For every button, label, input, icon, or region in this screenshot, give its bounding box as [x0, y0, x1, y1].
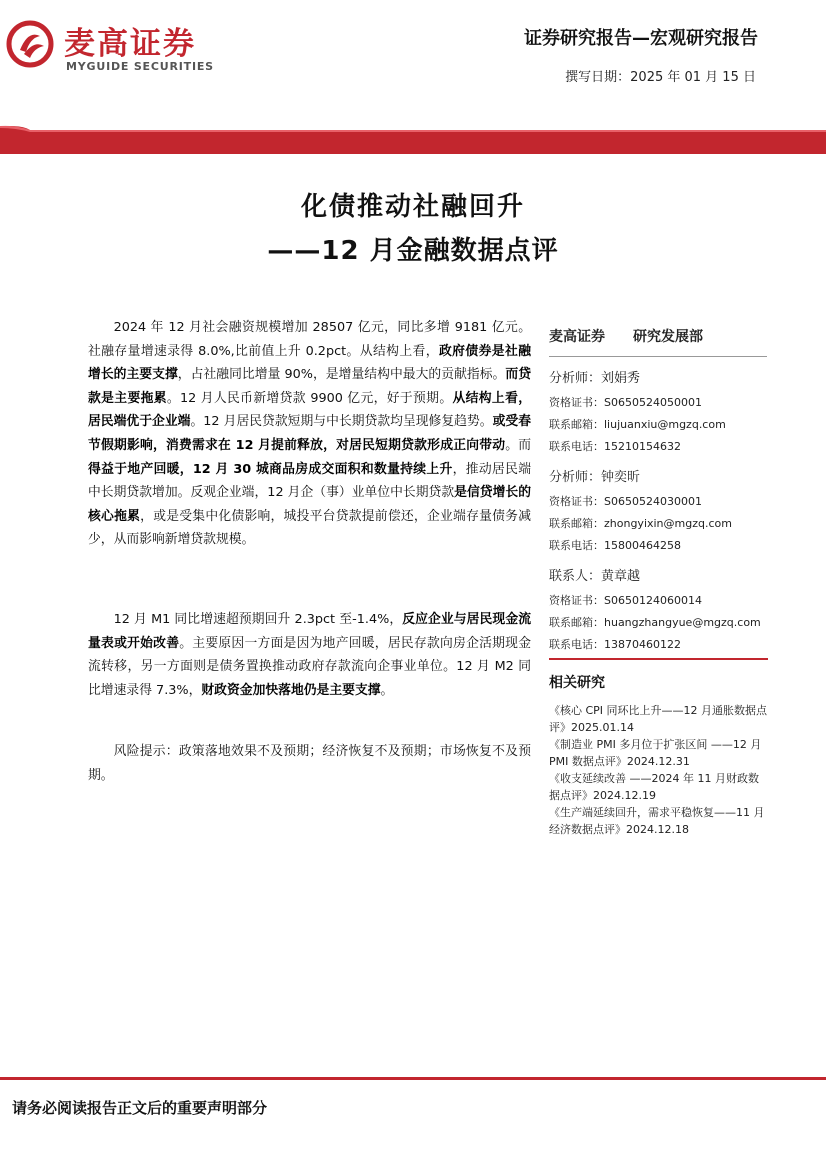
summary-paragraph-1 — [88, 316, 531, 552]
emphasis-text: 而贷款是主要拖累 — [88, 367, 532, 406]
footer-divider — [0, 1077, 826, 1080]
body-text: ，占社融同比增量 90%，是增量结构中最大的贡献指标。 — [177, 367, 506, 383]
emphasis-text: 从结构上看，居民端优于企业端 — [88, 390, 532, 430]
emphasis-text: 财政资金加快落地仍是主要支撑 — [201, 682, 381, 698]
analyst-email[interactable]: 联系邮箱：zhongyixin@mgzq.com — [549, 517, 732, 530]
analyst-cert: 资格证书：S0650524030001 — [549, 495, 702, 508]
brand-name-en: MYGUIDE SECURITIES — [66, 60, 214, 73]
paragraph-text — [88, 316, 531, 552]
analyst-cert: 资格证书：S0650524050001 — [549, 396, 702, 409]
analyst-phone: 联系电话：15210154632 — [549, 440, 681, 453]
emphasis-text: 或受春节假期影响，消费需求在 12 月提前释放，对居民短期贷款形成正向带动 — [88, 414, 532, 453]
related-research-item[interactable]: 《收支延续改善 ——2024 年 11 月财政数据点评》2024.12.19 — [549, 772, 759, 802]
report-type: 证券研究报告—宏观研究报告 — [524, 28, 758, 49]
analyst-name: 分析师：刘娟秀 — [549, 371, 641, 386]
body-text: 12 月 M1 同比增速超预期回升 2.3pct 至-1.4%， — [113, 612, 403, 627]
related-research-title: 相关研究 — [549, 675, 605, 691]
body-text: 。 — [380, 682, 394, 698]
related-research-item[interactable]: 《制造业 PMI 多月位于扩张区间 ——12 月 PMI 数据点评》2024.12.31 — [549, 738, 762, 768]
body-text: 。12 月人民币新增贷款 9900 亿元，好于预期。 — [166, 390, 453, 406]
sidebar-company: 麦高证券 — [549, 329, 605, 345]
analyst-email[interactable]: 联系邮箱：huangzhangyue@mgzq.com — [549, 616, 761, 629]
analyst-cert: 资格证书：S0650124060014 — [549, 594, 702, 607]
paragraph-text — [88, 608, 531, 702]
body-text: 2024 年 12 月社会融资规模增加 28507 亿元，同比多增 9181 亿元。社融存量增速录得 8.0%,比前值上升 0.2pct。从结构上看， — [88, 320, 531, 359]
analyst-name: 分析师：钟奕昕 — [549, 470, 641, 485]
header-red-band — [0, 104, 826, 164]
paragraph-text — [88, 740, 531, 787]
footer-disclaimer: 请务必阅读报告正文后的重要声明部分 — [12, 1099, 268, 1117]
report-title: 化债推动社融回升 — [300, 192, 525, 222]
emphasis-text: 是信贷增长的核心拖累 — [88, 485, 532, 524]
body-text: ，或是受集中化债影响，城投平台贷款提前偿还，企业端存量债务减少，从而影响新增贷款规模。 — [88, 508, 532, 548]
emphasis-text: 反应企业与居民现金流量表或开始改善 — [88, 612, 532, 651]
related-research-item[interactable]: 《生产端延续回升，需求平稳恢复——11 月经济数据点评》2024.12.18 — [549, 806, 765, 836]
body-text: 风险提示：政策落地效果不及预期；经济恢复不及预期；市场恢复不及预期。 — [88, 744, 531, 783]
analyst-card — [549, 466, 767, 557]
analyst-card — [549, 565, 767, 656]
emphasis-text: 政府债券是社融增长的主要支撑 — [88, 343, 531, 383]
company-logo-icon — [6, 20, 54, 68]
body-text: 。12 月居民贷款短期与中长期贷款均呈现修复趋势。 — [190, 414, 493, 430]
risk-warning-paragraph — [88, 740, 531, 787]
report-date: 撰写日期：2025 年 01 月 15 日 — [565, 70, 756, 85]
brand-name-cn: 麦高证券 — [64, 26, 196, 62]
body-text: 。主要原因一方面是因为地产回暖，居民存款向房企活期现金流转移，另一方面则是债务置换推动政府存款流向企事业单位。12 月 M2 同比增速录得 7.3%， — [88, 635, 532, 698]
analyst-phone: 联系电话：13870460122 — [549, 638, 681, 651]
divider — [549, 356, 767, 357]
emphasis-text: 得益于地产回暖，12 月 30 城商品房成交面积和数量持续上升 — [88, 461, 453, 477]
analyst-phone: 联系电话：15800464258 — [549, 539, 681, 552]
related-research-item[interactable]: 《核心 CPI 同环比上升——12 月通胀数据点评》2025.01.14 — [549, 704, 768, 734]
analyst-name: 联系人：黄章越 — [549, 569, 641, 584]
sidebar-department: 研究发展部 — [633, 329, 703, 345]
analyst-sidebar — [549, 326, 767, 664]
analyst-card — [549, 367, 767, 458]
summary-paragraph-2 — [88, 608, 531, 702]
body-text: 。而 — [505, 437, 532, 453]
report-subtitle: ——12 月金融数据点评 — [267, 236, 559, 266]
related-research-divider — [549, 658, 768, 660]
analyst-email[interactable]: 联系邮箱：liujuanxiu@mgzq.com — [549, 418, 726, 431]
body-text: ，推动居民端中长期贷款增加。反观企业端，12 月企（事）业单位中长期贷款 — [88, 461, 532, 501]
department-line — [549, 326, 767, 346]
related-research-list — [549, 702, 769, 838]
